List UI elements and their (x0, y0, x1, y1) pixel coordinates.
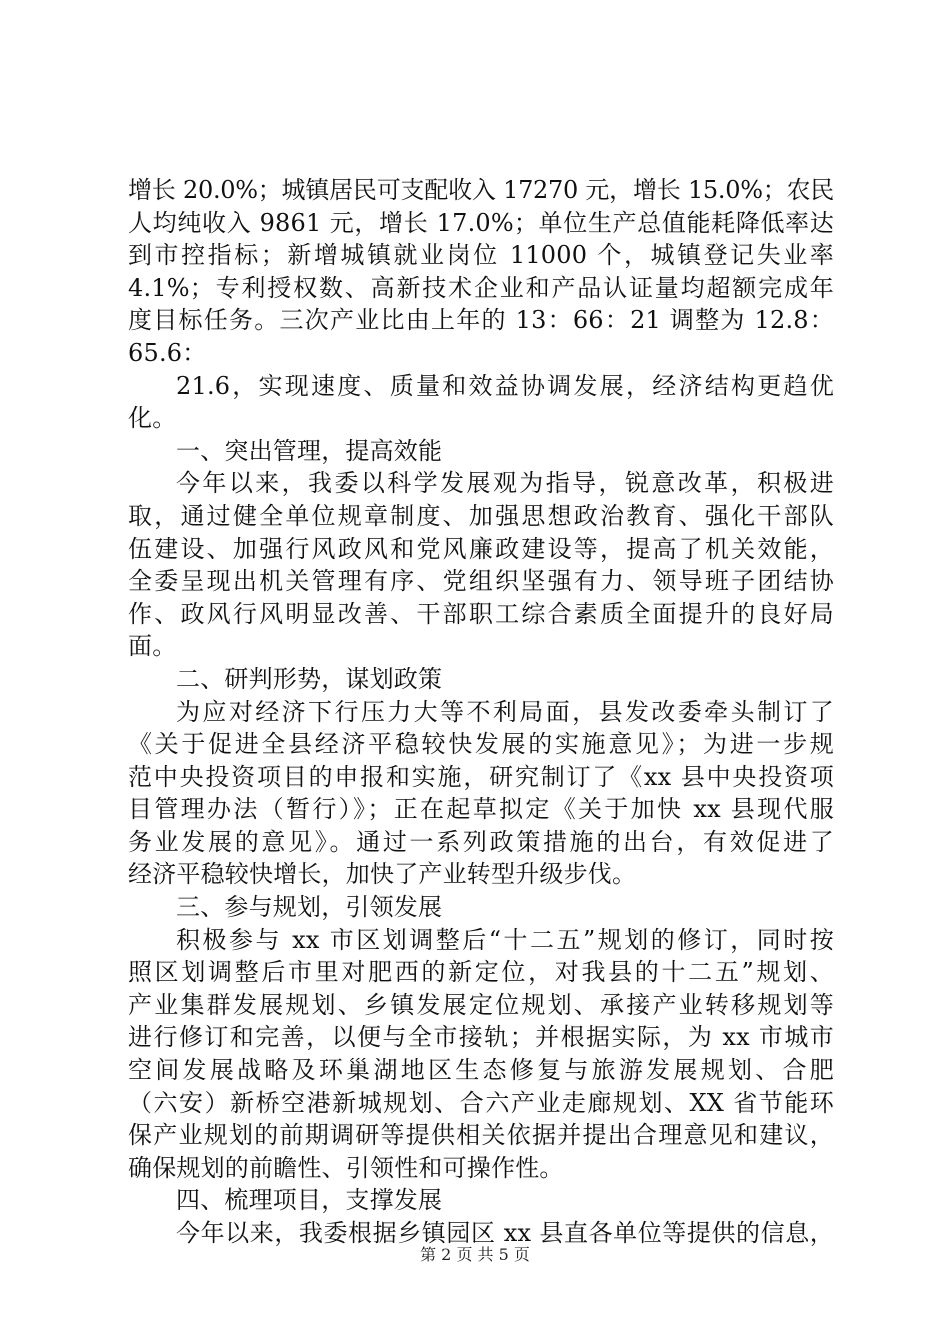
text-line: （六安）新桥空港新城规划、合六产业走廊规划、XX 省节能环 (128, 1088, 834, 1117)
text-line: 度目标任务。三次产业比由上年的 13：66：21 调整为 12.8： (128, 306, 834, 335)
text-line: 为应对经济下行压力大等不利局面，县发改委牵头制订了 (176, 697, 834, 726)
text-line: 伍建设、加强行风政风和党风廉政建设等，提高了机关效能， (128, 534, 834, 563)
text-line: 经济平稳较快增长，加快了产业转型升级步伐。 (128, 860, 637, 889)
text-line: 产业集群发展规划、乡镇发展定位规划、承接产业转移规划等 (128, 990, 834, 1019)
text-line: 21.6，实现速度、质量和效益协调发展，经济结构更趋优 (176, 371, 834, 400)
text-line: 4.1%；专利授权数、高新技术企业和产品认证量均超额完成年 (128, 273, 834, 302)
text-line: 《关于促进全县经济平稳较快发展的实施意见》；为进一步规 (128, 730, 834, 759)
text-line: 积极参与 xx 市区划调整后“十二五”规划的修订，同时按 (176, 925, 834, 954)
text-line: 目管理办法（暂行）》；正在起草拟定《关于加快 xx 县现代服 (128, 795, 834, 824)
text-line: 到市控指标；新增城镇就业岗位 11000 个，城镇登记失业率 (128, 241, 834, 270)
text-line: 务业发展的意见》。通过一系列政策措施的出台，有效促进了 (128, 827, 834, 856)
text-line: 面。 (128, 632, 177, 661)
text-line: 保产业规划的前期调研等提供相关依据并提出合理意见和建议， (128, 1121, 834, 1150)
text-line: 今年以来，我委以科学发展观为指导，锐意改革，积极进 (176, 469, 834, 498)
section-heading: 一、突出管理，提高效能 (176, 436, 443, 465)
text-line: 作、政风行风明显改善、干部职工综合素质全面提升的良好局 (128, 599, 834, 628)
text-line: 全委呈现出机关管理有序、党组织坚强有力、领导班子团结协 (128, 567, 834, 596)
section-heading: 二、研判形势，谋划政策 (176, 664, 443, 693)
text-line: 确保规划的前瞻性、引领性和可操作性。 (128, 1153, 564, 1182)
page-footer: 第 2 页 共 5 页 (420, 1245, 530, 1264)
text-line: 人均纯收入 9861 元，增长 17.0%；单位生产总值能耗降低率达 (128, 208, 834, 237)
text-line: 增长 20.0%；城镇居民可支配收入 17270 元，增长 15.0%；农民 (128, 176, 834, 204)
section-heading: 三、参与规划，引领发展 (176, 893, 443, 922)
document-body (128, 174, 834, 1250)
text-line: 取，通过健全单位规章制度、加强思想政治教育、强化干部队 (128, 501, 834, 530)
text-line: 今年以来，我委根据乡镇园区 xx 县直各单位等提供的信息， (176, 1219, 834, 1247)
text-line: 化。 (128, 404, 177, 433)
text-line: 范中央投资项目的申报和实施，研究制订了《xx 县中央投资项 (128, 762, 834, 791)
section-heading: 四、梳理项目，支撑发展 (176, 1186, 443, 1215)
text-line: 65.6： (128, 338, 207, 367)
text-line: 空间发展战略及环巢湖地区生态修复与旅游发展规划、合肥 (128, 1056, 834, 1085)
text-line: 照区划调整后市里对肥西的新定位，对我县的十二五”规划、 (128, 958, 834, 987)
text-line: 进行修订和完善，以便与全市接轨；并根据实际，为 xx 市城市 (128, 1023, 834, 1052)
